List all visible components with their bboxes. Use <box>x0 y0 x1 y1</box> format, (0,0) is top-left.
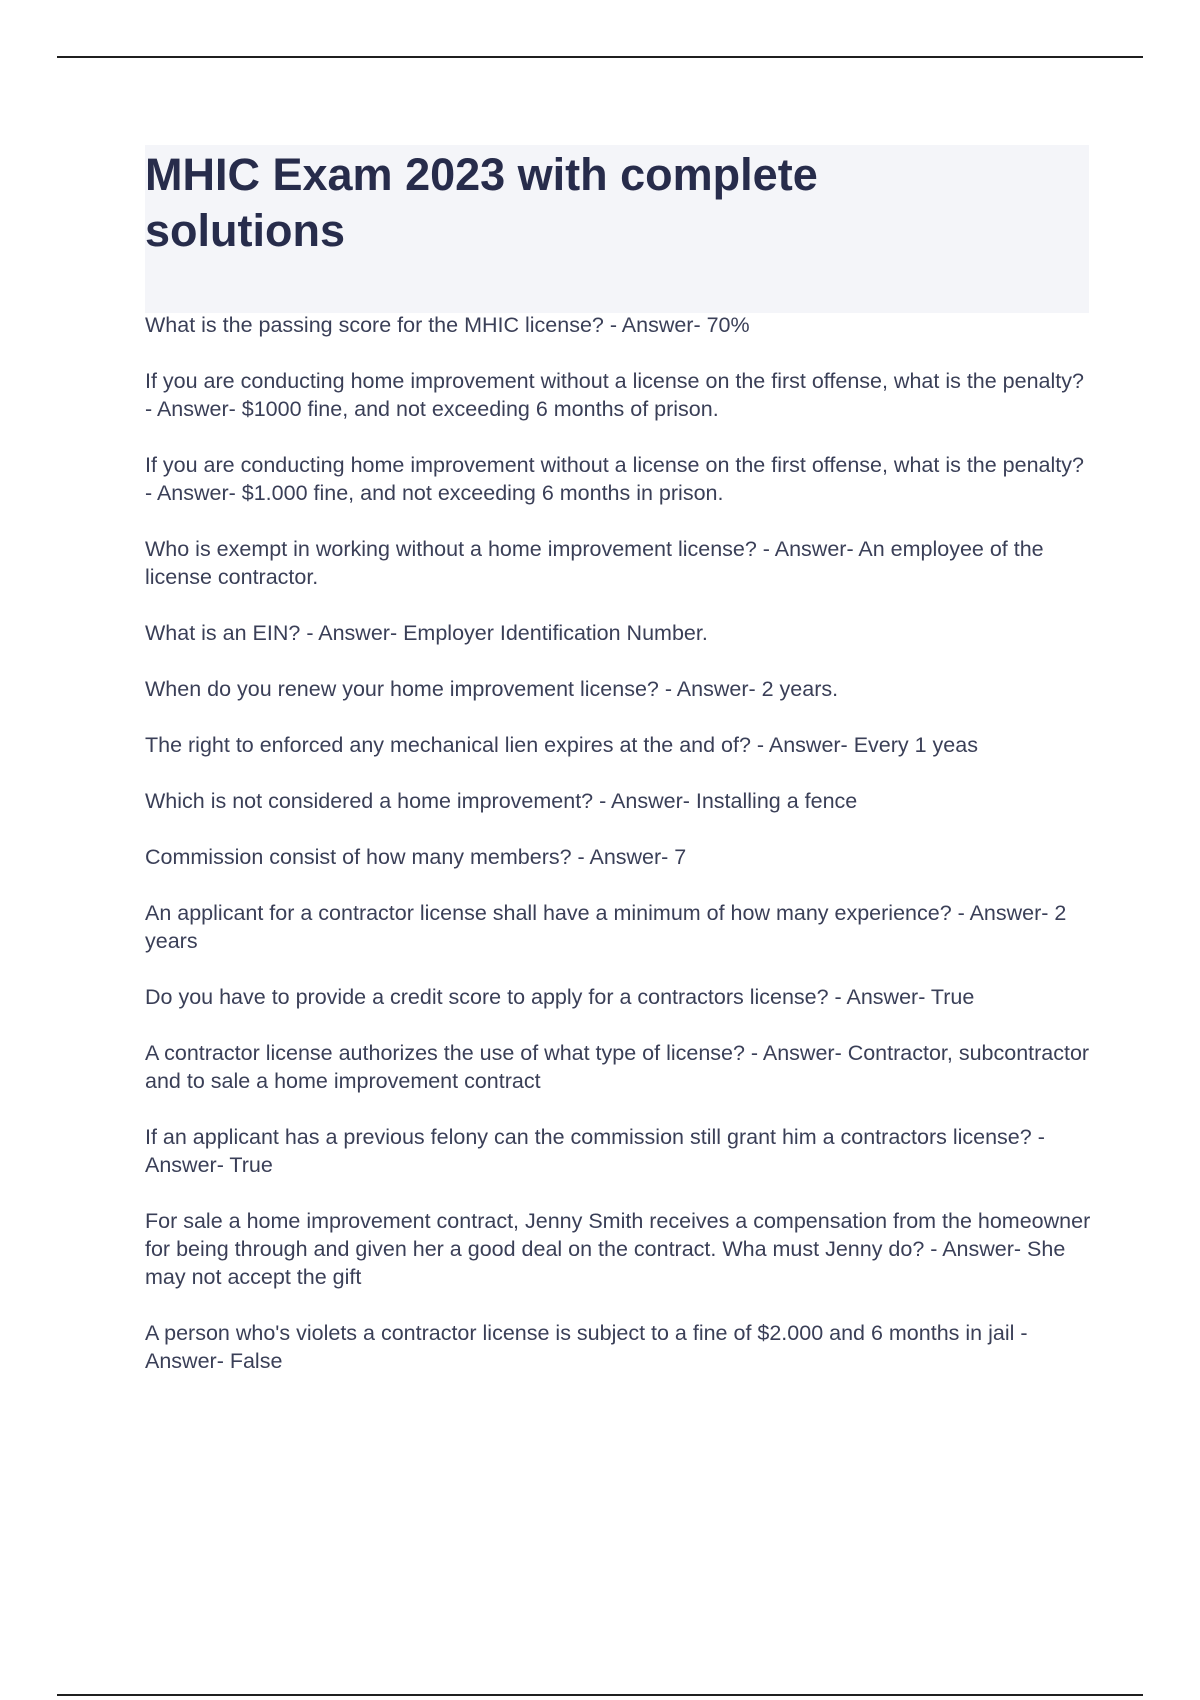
qa-item: A contractor license authorizes the use of what type of license? - Answer- Contractor, subcontractor and to sale a home improvement contract <box>145 1041 1090 1093</box>
document-title: MHIC Exam 2023 with complete solutions <box>145 149 818 256</box>
qa-item: When do you renew your home improvement license? - Answer- 2 years. <box>145 677 839 701</box>
qa-item: What is the passing score for the MHIC license? - Answer- 70% <box>145 313 750 337</box>
qa-item: The right to enforced any mechanical lien expires at the and of? - Answer- Every 1 yeas <box>145 733 978 757</box>
qa-item: Commission consist of how many members? - Answer- 7 <box>145 845 687 869</box>
top-rule <box>57 56 1143 58</box>
qa-item: If you are conducting home improvement without a license on the first offense, what is the penalty? - Answer- $1.000 fine, and not exceeding 6 months in prison. <box>145 453 1084 505</box>
qa-item: If you are conducting home improvement without a license on the first offense, what is the penalty? - Answer- $1000 fine, and not exceeding 6 months of prison. <box>145 369 1084 421</box>
qa-item: If an applicant has a previous felony can the commission still grant him a contractors license? - Answer- True <box>145 1125 1045 1177</box>
qa-item: An applicant for a contractor license shall have a minimum of how many experience? - Answer- 2 years <box>145 901 1067 953</box>
qa-item: What is an EIN? - Answer- Employer Identification Number. <box>145 621 708 645</box>
qa-item: A person who's violets a contractor license is subject to a fine of $2.000 and 6 months in jail - Answer- False <box>145 1321 1028 1373</box>
qa-item: Which is not considered a home improvement? - Answer- Installing a fence <box>145 789 858 813</box>
bottom-rule <box>57 1694 1143 1696</box>
title-block <box>145 145 1089 313</box>
qa-item: Do you have to provide a credit score to apply for a contractors license? - Answer- True <box>145 985 975 1009</box>
qa-list <box>145 311 1095 1403</box>
qa-item: Who is exempt in working without a home improvement license? - Answer- An employee of the license contractor. <box>145 537 1044 589</box>
qa-item: For sale a home improvement contract, Jenny Smith receives a compensation from the homeowner for being through and given her a good deal on the contract. Wha must Jenny do? - Answer- She may not accept the gift <box>145 1209 1091 1289</box>
